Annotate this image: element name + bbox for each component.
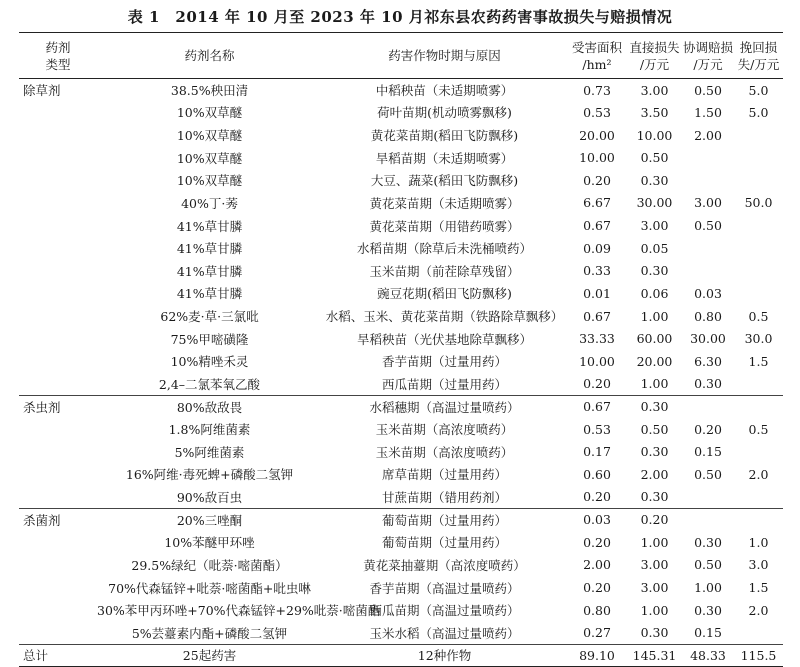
recovered-cell: 0.5 <box>748 421 769 437</box>
total-area-cell: 89.10 <box>567 644 627 667</box>
recovered-cell: 5.0 <box>748 82 769 98</box>
direct-loss-cell: 0.20 <box>627 508 682 531</box>
crop-period-cell: 中稻秧苗（未适期喷雾） <box>375 83 514 99</box>
compensation-cell: 1.00 <box>694 580 722 596</box>
direct-loss-cell: 0.30 <box>640 263 669 279</box>
pesticide-name-cell: 10%苯醚甲环唑 <box>164 535 255 551</box>
recovered-cell: 30.0 <box>744 331 773 347</box>
area-cell: 0.20 <box>583 580 611 596</box>
crop-period-cell: 葡萄苗期（过量用药） <box>381 535 507 551</box>
recovered-cell: 2.0 <box>748 602 769 618</box>
area-cell: 0.60 <box>583 466 611 482</box>
compensation-cell <box>682 395 734 418</box>
recovered-cell <box>734 169 783 192</box>
direct-loss-cell: 0.30 <box>640 625 669 641</box>
direct-loss-cell: 1.00 <box>640 602 669 618</box>
type-cell <box>19 486 97 509</box>
area-cell: 10.00 <box>579 150 615 166</box>
direct-loss-cell: 0.50 <box>640 150 669 166</box>
table-row <box>19 463 783 486</box>
pesticide-name-cell: 16%阿维·毒死蜱+磷酸二氢钾 <box>125 467 294 483</box>
compensation-cell: 0.50 <box>694 82 722 98</box>
area-cell: 10.00 <box>579 353 615 369</box>
header-recovered: 挽回损 失/万元 <box>734 33 783 79</box>
total-compensation-cell: 48.33 <box>682 644 734 667</box>
crop-period-cell: 甘蔗苗期（错用药剂） <box>381 489 507 505</box>
table-row <box>19 599 783 622</box>
total-crops-cell: 12种作物 <box>322 644 567 667</box>
crop-period-cell: 水稻苗期（除草后未洗桶喷药） <box>356 241 532 257</box>
table-row <box>19 214 783 237</box>
table-header <box>19 33 783 79</box>
area-cell: 0.20 <box>583 489 611 505</box>
crop-period-cell: 旱稻秧苗（光伏基地除草飘移） <box>356 331 532 347</box>
type-cell <box>19 124 97 147</box>
pesticide-name-cell: 70%代森锰锌+吡萘·嘧菌酯+吡虫啉 <box>108 580 311 596</box>
compensation-cell: 3.00 <box>694 195 722 211</box>
header-type: 药剂 类型 <box>19 33 97 79</box>
crop-period-cell: 水稻穗期（高温过量喷药） <box>322 395 567 418</box>
total-row <box>19 644 783 667</box>
crop-period-cell: 黄花菜苗期（用错药喷雾） <box>369 218 520 234</box>
type-cell <box>19 463 97 486</box>
type-cell <box>19 576 97 599</box>
direct-loss-cell: 0.05 <box>640 240 669 256</box>
type-cell <box>19 373 97 396</box>
recovered-cell: 0.5 <box>748 308 769 324</box>
pesticide-name-cell: 75%甲嘧磺隆 <box>170 331 249 347</box>
compensation-cell: 0.20 <box>694 421 722 437</box>
type-cell <box>19 554 97 577</box>
pesticide-name-cell: 2,4–二氯苯氧乙酸 <box>158 376 261 392</box>
area-cell: 0.20 <box>583 172 611 188</box>
type-cell: 除草剂 <box>23 83 61 99</box>
area-cell: 0.67 <box>567 395 627 418</box>
total-direct-loss-cell: 145.31 <box>627 644 682 667</box>
table-row <box>19 327 783 350</box>
type-cell <box>19 622 97 645</box>
compensation-cell: 0.50 <box>694 557 722 573</box>
type-cell: 杀虫剂 <box>19 395 97 418</box>
area-cell: 0.27 <box>583 625 611 641</box>
table-row <box>19 146 783 169</box>
table-row <box>19 124 783 147</box>
recovered-cell <box>734 622 783 645</box>
crop-period-cell: 香芋苗期（过量用药） <box>381 354 507 370</box>
crop-period-cell: 豌豆花期(稻田飞防飘移) <box>377 286 512 302</box>
recovered-cell <box>734 214 783 237</box>
crop-period-cell: 西瓜苗期（高温过量喷药） <box>369 603 520 619</box>
pesticide-name-cell: 10%双草醚 <box>176 128 243 144</box>
total-label-cell: 总计 <box>19 644 97 667</box>
direct-loss-cell: 1.00 <box>640 308 669 324</box>
compensation-cell <box>682 146 734 169</box>
direct-loss-cell: 0.30 <box>627 395 682 418</box>
recovered-cell: 5.0 <box>748 104 769 120</box>
total-incidents-cell: 25起药害 <box>97 644 322 667</box>
compensation-cell: 0.30 <box>694 534 722 550</box>
pesticide-name-cell: 41%草甘膦 <box>176 286 243 302</box>
direct-loss-cell: 0.30 <box>640 444 669 460</box>
area-cell: 0.67 <box>583 218 611 234</box>
table-row <box>19 305 783 328</box>
crop-period-cell: 水稻、玉米、黄花菜苗期（铁路除草飘移） <box>325 309 564 325</box>
area-cell: 0.53 <box>583 104 611 120</box>
table-row <box>19 237 783 260</box>
type-cell: 杀菌剂 <box>19 508 97 531</box>
table-row <box>19 508 783 531</box>
area-cell: 0.20 <box>583 534 611 550</box>
compensation-cell: 1.50 <box>694 104 722 120</box>
recovered-cell: 3.0 <box>748 557 769 573</box>
pesticide-name-cell: 40%丁·莠 <box>181 195 238 211</box>
table-row <box>19 531 783 554</box>
pesticide-name-cell: 29.5%绿纪（吡萘·嘧菌酯） <box>131 557 288 573</box>
area-cell: 0.53 <box>583 421 611 437</box>
area-cell: 0.33 <box>583 263 611 279</box>
table-caption: 表 1 2014 年 10 月至 2023 年 10 月祁东县农药药害事故损失与赔损情况 <box>127 8 673 26</box>
area-cell: 0.80 <box>583 602 611 618</box>
type-cell <box>19 350 97 373</box>
type-cell <box>19 192 97 215</box>
area-cell: 0.17 <box>583 444 611 460</box>
crop-period-cell: 玉米苗期（前茬除草残留） <box>369 263 520 279</box>
type-cell <box>19 305 97 328</box>
recovered-cell <box>734 124 783 147</box>
recovered-cell <box>734 260 783 283</box>
type-cell <box>19 237 97 260</box>
crop-period-cell: 玉米苗期（高浓度喷药） <box>375 422 514 438</box>
compensation-cell: 0.30 <box>694 376 722 392</box>
pesticide-name-cell: 1.8%阿维菌素 <box>168 422 251 438</box>
recovered-cell <box>734 237 783 260</box>
type-cell <box>19 169 97 192</box>
table-row <box>19 373 783 396</box>
direct-loss-cell: 10.00 <box>636 127 673 143</box>
direct-loss-cell: 3.00 <box>640 82 669 98</box>
type-cell <box>19 531 97 554</box>
compensation-cell: 0.15 <box>694 444 722 460</box>
pesticide-name-cell: 5%阿维菌素 <box>174 444 245 460</box>
table-row <box>19 350 783 373</box>
recovered-cell: 1.0 <box>748 534 769 550</box>
direct-loss-cell: 1.00 <box>640 376 669 392</box>
type-cell <box>19 441 97 464</box>
pesticide-name-cell: 62%麦·草·三氯吡 <box>160 309 259 325</box>
recovered-cell: 1.5 <box>748 580 769 596</box>
crop-period-cell: 旱稻苗期（未适期喷雾） <box>375 150 514 166</box>
table-row <box>19 395 783 418</box>
table-row <box>19 622 783 645</box>
area-cell: 20.00 <box>579 127 615 143</box>
type-cell <box>19 146 97 169</box>
total-recovered-cell: 115.5 <box>734 644 783 667</box>
type-cell <box>19 260 97 283</box>
pesticide-name-cell: 10%双草醚 <box>176 150 243 166</box>
pesticide-damage-table <box>19 32 783 667</box>
area-cell: 0.01 <box>583 285 611 301</box>
recovered-cell: 1.5 <box>748 353 769 369</box>
direct-loss-cell: 2.00 <box>640 466 669 482</box>
compensation-cell <box>682 508 734 531</box>
compensation-cell: 0.03 <box>694 285 722 301</box>
area-cell: 0.09 <box>583 240 611 256</box>
direct-loss-cell: 3.00 <box>640 580 669 596</box>
table-row <box>19 418 783 441</box>
compensation-cell: 0.50 <box>694 218 722 234</box>
header-name: 药剂名称 <box>97 33 322 79</box>
recovered-cell <box>734 486 783 509</box>
table-row <box>19 79 783 102</box>
table-row <box>19 169 783 192</box>
type-cell <box>19 327 97 350</box>
direct-loss-cell: 30.00 <box>636 195 673 211</box>
compensation-cell <box>682 260 734 283</box>
area-cell: 6.67 <box>583 195 611 211</box>
pesticide-name-cell: 10%双草醚 <box>176 173 243 189</box>
compensation-cell: 6.30 <box>694 353 722 369</box>
compensation-cell: 0.50 <box>694 466 722 482</box>
recovered-cell <box>734 146 783 169</box>
crop-period-cell: 席草苗期（过量用药） <box>381 467 507 483</box>
pesticide-name-cell: 10%双草醚 <box>176 105 243 121</box>
compensation-cell: 2.00 <box>694 127 722 143</box>
crop-period-cell: 玉米水稻（高温过量喷药） <box>369 625 520 641</box>
pesticide-name-cell: 80%敌敌畏 <box>97 395 322 418</box>
crop-period-cell: 香芋苗期（高温过量喷药） <box>369 580 520 596</box>
table-row <box>19 486 783 509</box>
table-row <box>19 101 783 124</box>
table-body <box>19 79 783 667</box>
crop-period-cell: 黄花菜抽薹期（高浓度喷药） <box>363 557 526 573</box>
area-cell: 2.00 <box>583 557 611 573</box>
recovered-cell <box>734 441 783 464</box>
area-cell: 33.33 <box>579 331 615 347</box>
pesticide-name-cell: 41%草甘膦 <box>176 218 243 234</box>
crop-period-cell: 玉米苗期（高浓度喷药） <box>375 444 514 460</box>
compensation-cell <box>682 237 734 260</box>
compensation-cell: 30.00 <box>690 331 726 347</box>
header-area: 受害面积 /hm² <box>567 33 627 79</box>
pesticide-name-cell: 41%草甘膦 <box>176 263 243 279</box>
compensation-cell: 0.15 <box>694 625 722 641</box>
table-row <box>19 282 783 305</box>
pesticide-name-cell: 10%精唑禾灵 <box>170 354 249 370</box>
direct-loss-cell: 60.00 <box>636 331 673 347</box>
table-row <box>19 192 783 215</box>
table-row <box>19 554 783 577</box>
recovered-cell <box>734 282 783 305</box>
table-row <box>19 260 783 283</box>
pesticide-name-cell: 30%苯甲丙环唑+70%代森锰锌+29%吡萘·嘧菌酯 <box>97 603 381 619</box>
direct-loss-cell: 1.00 <box>640 534 669 550</box>
pesticide-name-cell: 41%草甘膦 <box>176 241 243 257</box>
type-cell <box>19 214 97 237</box>
recovered-cell <box>734 395 783 418</box>
crop-period-cell: 西瓜苗期（过量用药） <box>381 376 507 392</box>
header-period: 药害作物时期与原因 <box>322 33 567 79</box>
area-cell: 0.73 <box>583 82 611 98</box>
crop-period-cell: 黄花菜苗期（未适期喷雾） <box>369 195 520 211</box>
header-direct-loss: 直接损失 /万元 <box>627 33 682 79</box>
recovered-cell: 2.0 <box>748 466 769 482</box>
direct-loss-cell: 0.30 <box>640 489 669 505</box>
type-cell <box>19 418 97 441</box>
compensation-cell <box>682 486 734 509</box>
recovered-cell <box>734 508 783 531</box>
table-row <box>19 441 783 464</box>
pesticide-name-cell: 5%芸薹素内酯+磷酸二氢钾 <box>131 625 288 641</box>
header-compensation: 协调赔损 /万元 <box>682 33 734 79</box>
crop-period-cell: 葡萄苗期（过量用药） <box>322 508 567 531</box>
pesticide-name-cell: 20%三唑酮 <box>97 508 322 531</box>
type-cell <box>19 599 97 622</box>
compensation-cell <box>682 169 734 192</box>
type-cell <box>19 101 97 124</box>
pesticide-name-cell: 90%敌百虫 <box>176 489 243 505</box>
direct-loss-cell: 0.30 <box>640 172 669 188</box>
direct-loss-cell: 3.50 <box>640 104 669 120</box>
area-cell: 0.20 <box>583 376 611 392</box>
type-cell <box>19 282 97 305</box>
area-cell: 0.03 <box>567 508 627 531</box>
direct-loss-cell: 0.06 <box>640 285 669 301</box>
crop-period-cell: 大豆、蔬菜(稻田飞防飘移) <box>370 173 519 189</box>
pesticide-name-cell: 38.5%秧田清 <box>170 83 249 99</box>
direct-loss-cell: 0.50 <box>640 421 669 437</box>
recovered-cell: 50.0 <box>744 195 773 211</box>
compensation-cell: 0.30 <box>694 602 722 618</box>
direct-loss-cell: 3.00 <box>640 218 669 234</box>
direct-loss-cell: 20.00 <box>636 353 673 369</box>
recovered-cell <box>734 373 783 396</box>
compensation-cell: 0.80 <box>694 308 722 324</box>
table-row <box>19 576 783 599</box>
crop-period-cell: 黄花菜苗期(稻田飞防飘移) <box>370 128 519 144</box>
crop-period-cell: 荷叶苗期(机动喷雾飘移) <box>377 105 512 121</box>
direct-loss-cell: 3.00 <box>640 557 669 573</box>
area-cell: 0.67 <box>583 308 611 324</box>
